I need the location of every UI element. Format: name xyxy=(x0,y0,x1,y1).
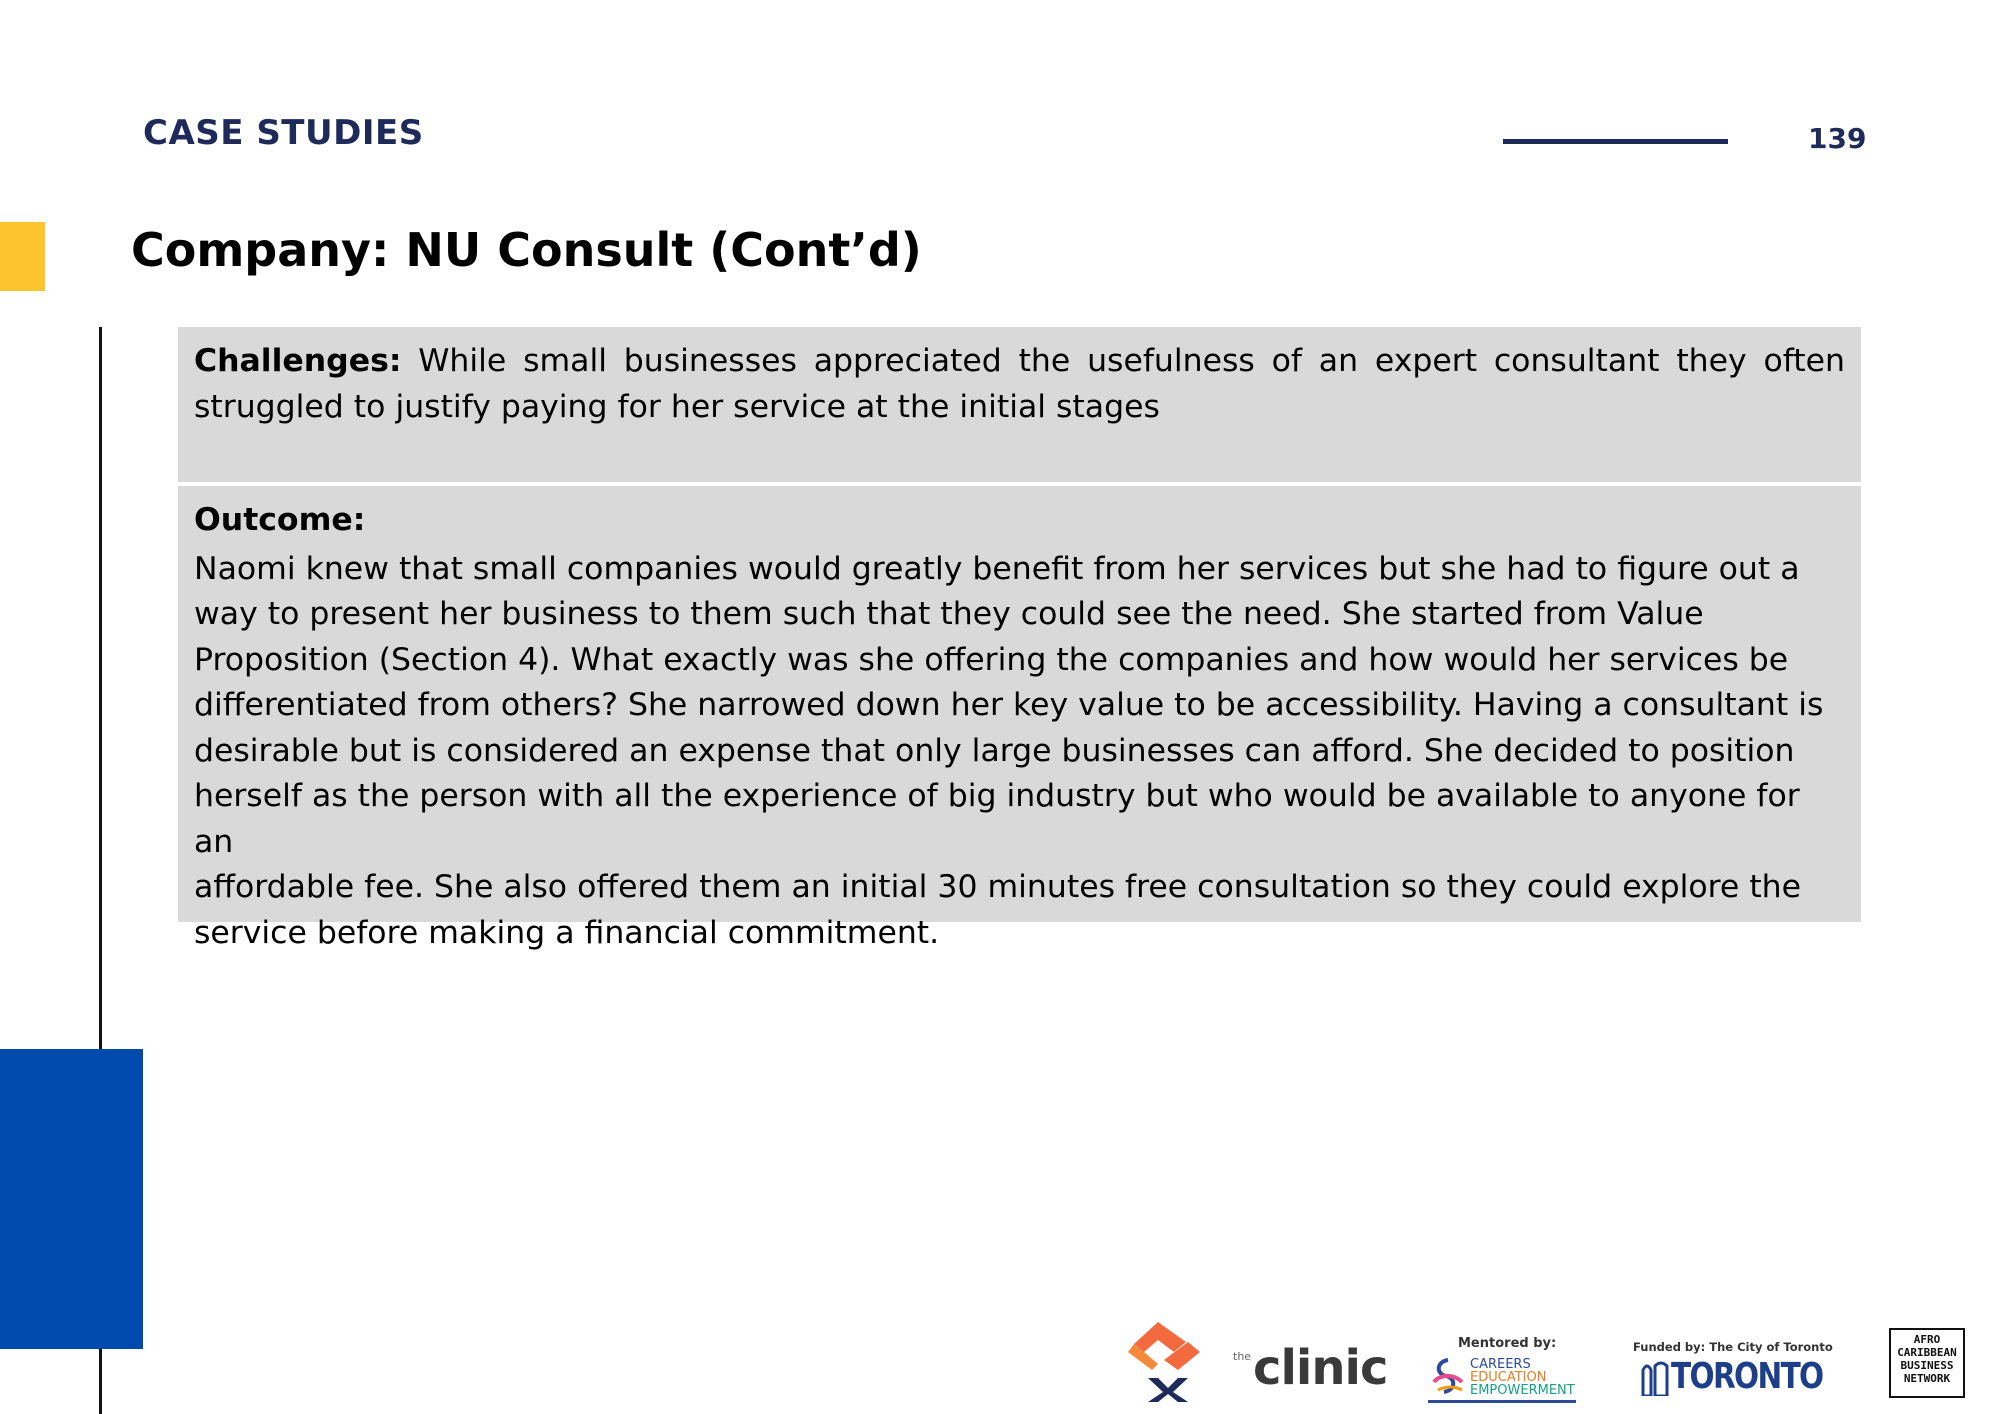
outcome-box xyxy=(178,486,1861,951)
outcome-text xyxy=(194,547,1845,957)
clinic-logo-name: clinic xyxy=(1253,1340,1388,1396)
outcome-label: Outcome: xyxy=(194,502,366,538)
outcome-line: service before making a financial commitment. xyxy=(194,914,940,951)
acbn-line-4: NETWORK xyxy=(1903,1372,1951,1385)
outcome-line: Proposition (Section 4). What exactly was she offering the companies and how would her services be xyxy=(194,641,1789,678)
acbn-line-3: BUSINESS xyxy=(1900,1359,1954,1372)
cee-mentored-label: Mentored by: xyxy=(1458,1336,1557,1351)
challenges-label: Challenges: xyxy=(194,343,402,379)
toronto-funded-label: Funded by: The City of Toronto xyxy=(1633,1340,1833,1354)
clinic-logo xyxy=(1233,1340,1388,1396)
cee-line-1: CAREERS xyxy=(1470,1357,1531,1372)
cee-line-2: EDUCATION xyxy=(1470,1370,1547,1385)
outcome-line: affordable fee. She also offered them an initial 30 minutes free consultation so they could explore the xyxy=(194,869,1802,905)
challenges-box xyxy=(178,327,1861,482)
page-title: Company: NU Consult (Cont’d) xyxy=(131,223,922,277)
clinic-logo-prefix: the xyxy=(1233,1350,1252,1363)
outcome-line: herself as the person with all the experience of big industry but who would be available to anyone for an xyxy=(194,778,1800,860)
toronto-logo xyxy=(1633,1340,1833,1410)
toronto-logo-name: TORONTO xyxy=(1671,1356,1823,1397)
ex-logo xyxy=(1128,1322,1204,1402)
outcome-line: desirable but is considered an expense that only large businesses can afford. She decided to position xyxy=(194,732,1795,769)
acbn-line-1: AFRO xyxy=(1913,1333,1941,1346)
outcome-line: Naomi knew that small companies would greatly benefit from her services but she had to figure out a xyxy=(194,550,1800,587)
cee-logo xyxy=(1428,1336,1578,1406)
toronto-city-hall-icon xyxy=(1641,1360,1669,1396)
page-number: 139 xyxy=(1808,122,1867,155)
cee-swirl-icon xyxy=(1428,1356,1468,1396)
outcome-line: way to present her business to them such that they could see the need. She started from Value xyxy=(194,596,1704,632)
acbn-logo xyxy=(1889,1328,1965,1398)
section-label: CASE STUDIES xyxy=(143,113,424,153)
challenges-text: While small businesses appreciated the usefulness of an expert consultant they often struggled to justify paying for her service at the initial stages xyxy=(194,343,1845,425)
cee-line-3: EMPOWERMENT xyxy=(1470,1383,1575,1398)
outcome-line: differentiated from others? She narrowed down her key value to be accessibility. Having a consultant is xyxy=(194,687,1824,723)
blue-accent-block xyxy=(0,1049,143,1349)
yellow-accent-bar xyxy=(0,222,45,291)
header-rule xyxy=(1503,139,1728,144)
acbn-line-2: CARIBBEAN xyxy=(1897,1346,1957,1359)
cee-underline xyxy=(1428,1400,1576,1403)
